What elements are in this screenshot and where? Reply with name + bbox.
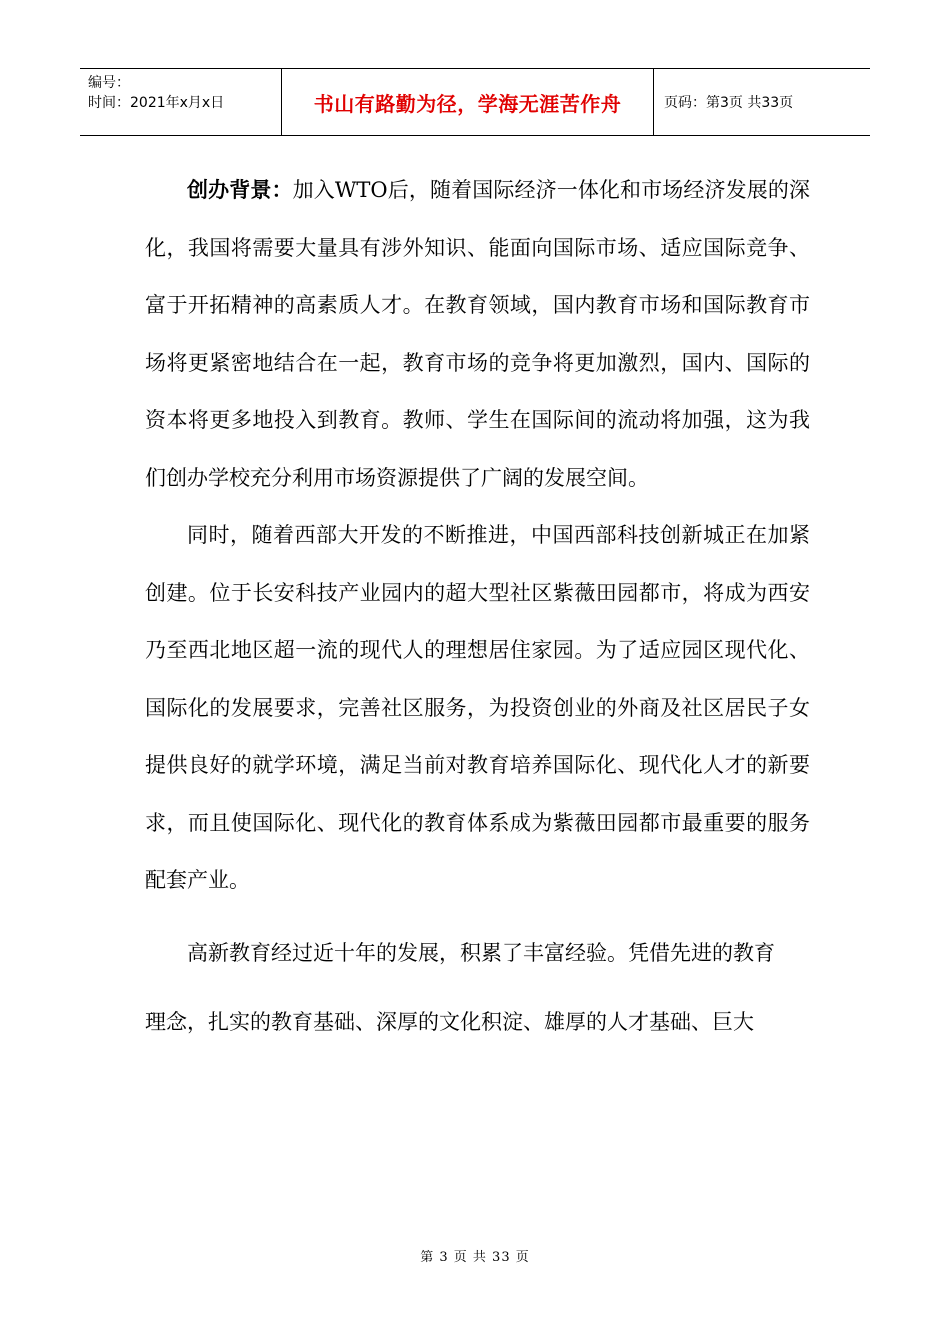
header-meta	[80, 69, 282, 135]
paragraph-experience: 高新教育经过近十年的发展，积累了丰富经验。凭借先进的教育	[187, 940, 775, 965]
page-header	[80, 68, 870, 136]
doc-number-label: 编号：	[88, 75, 130, 91]
header-motto: 书山有路勤为径，学海无涯苦作舟	[282, 69, 654, 135]
date-label: 时间：2021年x月x日	[88, 95, 225, 111]
paragraph-background	[145, 162, 810, 507]
paragraph-west: 同时，随着西部大开发的不断推进，中国西部科技创新城正在加紧创建。位于长安科技产业园内的超大型社区紫薇田园都市，将成为西安乃至西北地区超一流的现代人的理想居住家园。为了适应园区现代化、国际化的发展要求，完善社区服务，为投资创业的外商及社区居民子女提供良好的就学环境，满足当前对教育培养国际化、现代化人才的新要求，而且使国际化、现代化的教育体系成为紫薇田园都市最重要的服务配套产业。	[145, 523, 810, 892]
paragraph-continued: 理念，扎实的教育基础、深厚的文化积淀、雄厚的人才基础、巨大	[145, 1010, 754, 1034]
page-footer: 第 3 页 共 33 页	[420, 1250, 530, 1265]
paragraph-lead: 创办背景：	[187, 178, 293, 202]
header-page-info: 页码：第3页 共33页	[664, 95, 794, 111]
document-body	[145, 162, 810, 1052]
paragraph-text: 加入WTO后，随着国际经济一体化和市场经济发展的深化，我国将需要大量具有涉外知识、能面向国际市场、适应国际竞争、富于开拓精神的高素质人才。在教育领域，国内教育市场和国际教育市场将更紧密地结合在一起，教育市场的竞争将更加激烈，国内、国际的资本将更多地投入到教育。教师、学生在国际间的流动将加强，这为我们创办学校充分利用市场资源提供了广阔的发展空间。	[145, 178, 810, 490]
